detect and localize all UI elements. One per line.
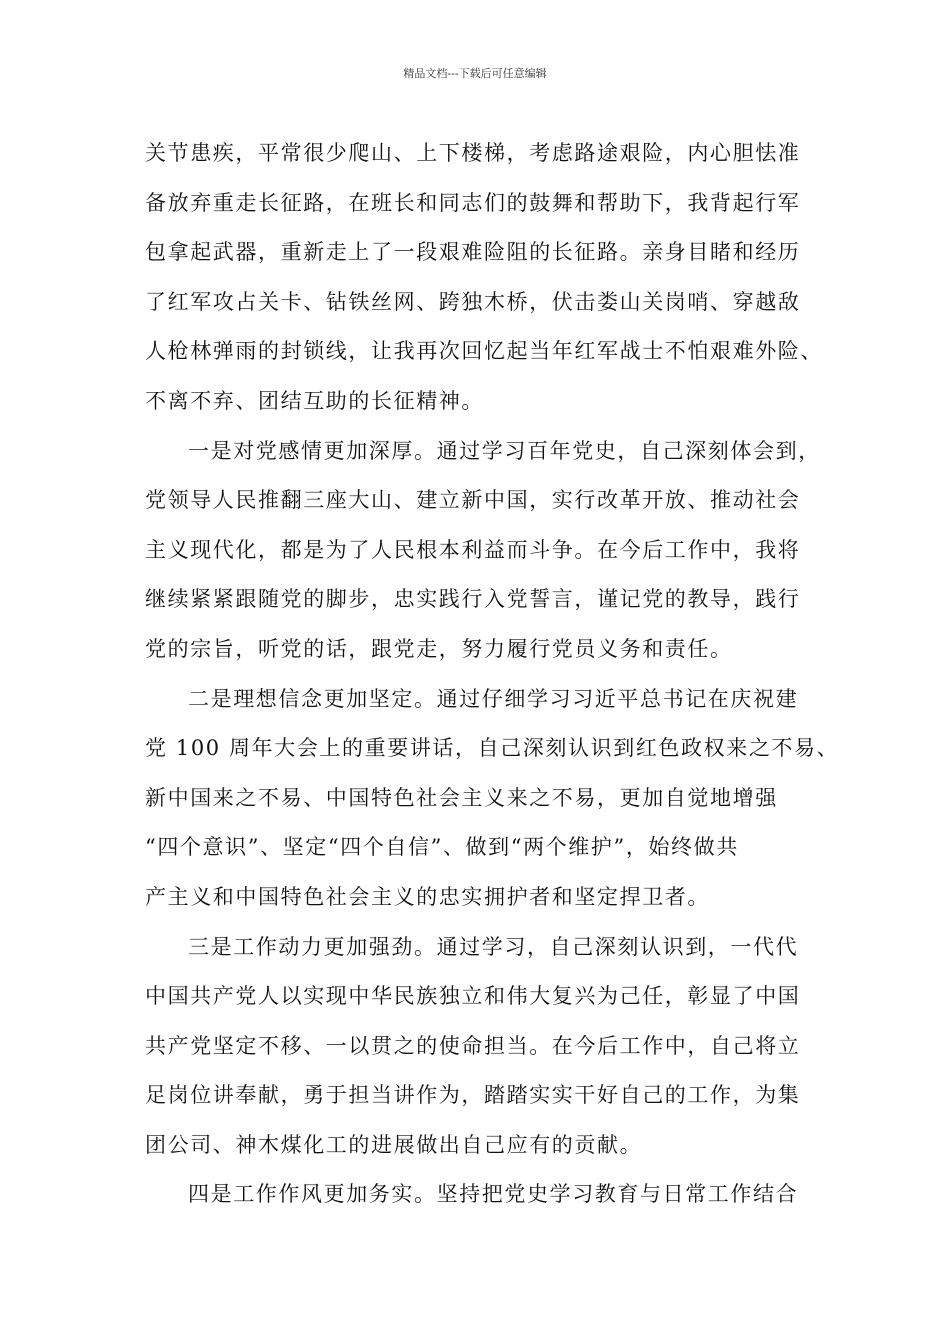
text-line: 党领导人民推翻三座大山、建立新中国，实行改革开放、推动社会 bbox=[145, 488, 801, 513]
text-line: 产主义和中国特色社会主义的忠实拥护者和坚定捍卫者。 bbox=[145, 884, 710, 909]
text-line: 共产党坚定不移、一以贯之的使命担当。在今后工作中，自己将立 bbox=[145, 1033, 801, 1058]
text-line: 主义现代化，都是为了人民根本利益而斗争。在今后工作中，我将 bbox=[145, 537, 801, 562]
text-line: 团公司、神木煤化工的进展做出自己应有的贡献。 bbox=[145, 1132, 643, 1157]
text-line: 人枪林弹雨的封锁线，让我再次回忆起当年红军战士不怕艰难外险、 bbox=[145, 339, 823, 364]
text-line: 不离不弃、团结互助的长征精神。 bbox=[145, 388, 484, 413]
paragraph-start-line: 二是理想信念更加坚定。通过仔细学习习近平总书记在庆祝建 bbox=[188, 686, 799, 711]
page-header: 精品文档---下载后可任意编辑 bbox=[403, 67, 547, 80]
text-line: 党 100 周年大会上的重要讲话，自己深刻认识到红色政权来之不易、 bbox=[145, 736, 840, 761]
text-line: “四个意识”、坚定“四个自信”、做到“两个维护”，始终做共 bbox=[145, 835, 739, 860]
text-line: 足岗位讲奉献，勇于担当讲作为，踏踏实实干好自己的工作，为集 bbox=[145, 1083, 801, 1108]
text-line: 了红军攻占关卡、钻铁丝网、跨独木桥，伏击娄山关岗哨、穿越敌 bbox=[145, 289, 801, 314]
text-line: 中国共产党人以实现中华民族独立和伟大复兴为己任，彰显了中国 bbox=[145, 984, 801, 1009]
paragraph-start-line: 三是工作动力更加强劲。通过学习，自己深刻认识到，一代代 bbox=[188, 934, 799, 959]
document-body bbox=[145, 133, 840, 1224]
paragraph-start-line: 四是工作作风更加务实。坚持把党史学习教育与日常工作结合 bbox=[188, 1182, 799, 1207]
paragraph-start-line: 一是对党感情更加深厚。通过学习百年党史，自己深刻体会到， bbox=[188, 438, 821, 463]
text-line: 关节患疾，平常很少爬山、上下楼梯，考虑路途艰险，内心胆怯准 bbox=[145, 141, 801, 165]
text-line: 备放弃重走长征路，在班长和同志们的鼓舞和帮助下，我背起行军 bbox=[145, 190, 801, 215]
text-line: 新中国来之不易、中国特色社会主义来之不易，更加自觉地增强 bbox=[145, 785, 778, 810]
text-line: 党的宗旨，听党的话，跟党走，努力履行党员义务和责任。 bbox=[145, 636, 733, 661]
text-line: 继续紧紧跟随党的脚步，忠实践行入党誓言，谨记党的教导，践行 bbox=[145, 587, 801, 612]
text-line: 包拿起武器，重新走上了一段艰难险阻的长征路。亲身目睹和经历 bbox=[145, 240, 801, 265]
